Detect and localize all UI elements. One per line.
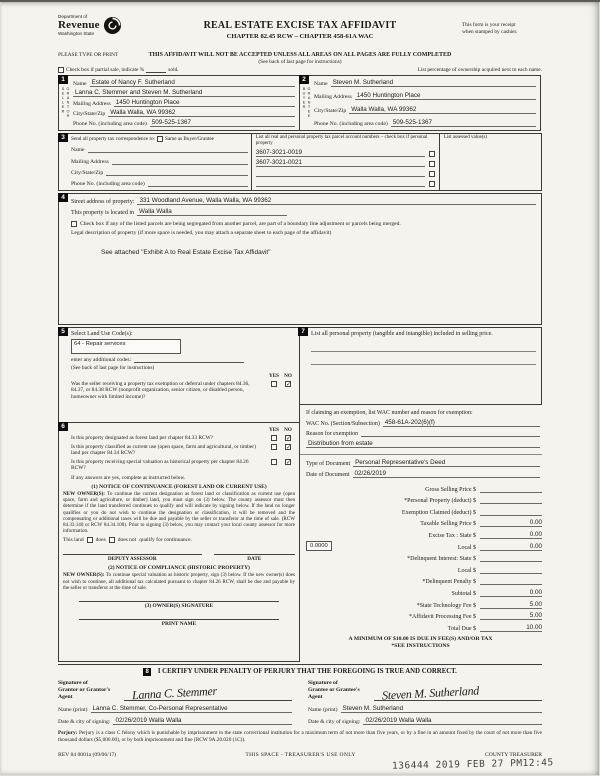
grantor-name-print-field[interactable]: Lanna C. Stemmer, Co-Personal Representative <box>91 705 292 713</box>
historic-no-checkbox[interactable]: ✓ <box>286 458 292 466</box>
buyer-phone-label: Phone No. (including area code) <box>314 120 388 127</box>
same-as-buyer-label: Same as Buyer/Grantee <box>164 136 214 142</box>
fee-label: Subtotal $ <box>451 590 476 597</box>
section3-number-badge: 3 <box>58 133 68 142</box>
fee-label: *Personal Property (deduct) $ <box>404 498 476 505</box>
section8-number-badge: 8 <box>143 668 151 676</box>
form-header <box>58 13 542 50</box>
forest-yes-checkbox[interactable] <box>271 435 277 441</box>
seller-name-field[interactable]: Estate of Nancy F. Sutherland <box>90 79 295 87</box>
state-technology-fee-row <box>306 597 542 609</box>
same-as-buyer-checkbox[interactable] <box>157 136 163 142</box>
form-number: REV 84 0001a (09/06/17) <box>58 752 117 759</box>
footer-row <box>58 752 542 758</box>
type-of-document-label: Type of Document <box>306 461 351 467</box>
gross-selling-price-row <box>306 481 542 493</box>
grantee-date-city-label: Date & city of signing: <box>308 719 361 726</box>
certify-statement: I CERTIFY UNDER PENALTY OF PERJURY THAT THE FOREGOING IS TRUE AND CORRECT. <box>157 668 457 675</box>
total-due-field[interactable]: 10.00 <box>480 624 542 632</box>
buyer-name-field[interactable]: Steven M. Sutherland <box>331 79 536 87</box>
reason-exemption-field[interactable] <box>361 430 540 437</box>
land-use-select[interactable]: 64 - Repair services <box>71 339 181 354</box>
does-not-qualify-checkbox[interactable] <box>109 537 115 543</box>
notice-continuance-title: (1) NOTICE OF CONTINUANCE (FOREST LAND OR CURRENT USE) <box>91 483 267 490</box>
affidavit-processing-fee-row <box>306 609 542 621</box>
corr-mailing-field[interactable] <box>112 158 248 165</box>
corr-csz-field[interactable] <box>106 169 248 176</box>
seller-mailing-label: Mailing Address <box>73 101 111 107</box>
exemption-deferral-question: Was the seller receiving a property tax exemption or deferral under chapters 84.36, 84.37, or 84.38 RCW (nonprofit organization, senior citizen, or disabled person, homeowner with limited income)? <box>71 381 250 400</box>
street-address-label: Street address of property: <box>71 199 135 205</box>
excise-tax-local-row <box>306 539 542 551</box>
excise-tax-state-field[interactable]: 0.00 <box>480 531 542 539</box>
section6-no-header: NO <box>284 427 292 433</box>
minimum-fee-text: A MINIMUM OF $10.00 IS DUE IN FEE(S) AND/OR TAX <box>348 635 493 642</box>
personal-property-field[interactable] <box>311 339 536 352</box>
state-technology-fee-field[interactable]: 5.00 <box>480 601 542 609</box>
taxable-selling-price-field[interactable]: 0.00 <box>480 519 542 527</box>
subtotal-field[interactable]: 0.00 <box>480 589 542 597</box>
grantor-signature-script: Lanna C. Stemmer <box>131 684 218 703</box>
grantor-date-city-label: Date & city of signing: <box>58 719 111 726</box>
exemption-claimed-field[interactable] <box>480 508 542 516</box>
document-area <box>299 454 542 478</box>
buyer-phone-field[interactable]: 509-525-1367 <box>391 119 536 127</box>
additional-codes-label: enter any additional codes: <box>71 357 132 363</box>
certification-section <box>58 664 542 725</box>
historic-yes-checkbox[interactable] <box>271 459 277 465</box>
grantor-signature-block <box>58 680 292 725</box>
certify-statement-row <box>58 668 542 676</box>
grantor-name-print-label: Name (print) <box>58 707 88 714</box>
section5-number-badge: 5 <box>58 327 68 336</box>
located-in-field[interactable]: Walla Walla <box>137 208 287 216</box>
fee-table <box>299 481 542 632</box>
cashier-stamp: 136444 2019 FEB 27 PM12:45 <box>392 757 555 772</box>
minimum-fee-note <box>299 636 542 651</box>
street-address-field[interactable]: 331 Woodland Avenue, Walla Walla, WA 99362 <box>137 197 536 205</box>
seller-csz-field[interactable]: Walla Walla, WA 99362 <box>108 109 295 117</box>
delinquent-interest-state-row <box>306 551 542 563</box>
date-of-document-field[interactable]: 02/26/2019 <box>353 470 540 478</box>
corr-name-label: Name <box>71 147 85 154</box>
section-buyer <box>299 75 541 131</box>
delinquent-penalty-row <box>306 574 542 586</box>
grantor-date-city-field[interactable]: 02/26/2019 Walla Walla <box>113 717 292 725</box>
current-use-yes-checkbox[interactable] <box>271 444 277 450</box>
parcel-number-field[interactable]: 3607-3021-0019 <box>256 149 425 157</box>
additional-codes-field[interactable] <box>134 357 244 363</box>
form-title: REAL ESTATE EXCISE TAX AFFIDAVIT <box>203 20 397 31</box>
gross-selling-price-field[interactable] <box>480 485 542 493</box>
parcel-numbers-header: List all real and personal property tax parcel account numbers – check box if personal property <box>255 135 428 146</box>
reason-exemption-label: Reason for exemption <box>306 431 359 437</box>
grantor-signature-line[interactable] <box>124 683 292 701</box>
print-name-line[interactable]: PRINT NAME <box>79 619 279 627</box>
notice-continuance-lead: NEW OWNER(S): <box>63 490 105 497</box>
section5-yes-header: YES <box>268 373 280 379</box>
deputy-assessor-signature-line[interactable]: DEPUTY ASSESSOR <box>63 554 202 562</box>
dor-logo <box>58 14 122 36</box>
dor-swirl-icon <box>103 16 122 35</box>
seller-phone-label: Phone No. (including area code) <box>73 121 147 127</box>
seller-phone-field[interactable]: 509-525-1367 <box>150 119 295 127</box>
excise-tax-state-row <box>306 527 542 539</box>
delinquent-interest-state-field[interactable] <box>480 554 542 562</box>
seller-grantor-side-label <box>61 87 70 129</box>
buyer-grantee-side-label <box>302 87 311 129</box>
partial-sale-label: Check box if partial sale, indicate % <box>66 67 145 73</box>
receipt-note-line1: This form is your receipt <box>462 22 516 28</box>
section-land-classification <box>58 422 300 662</box>
corr-phone-label: Phone No. (including area code) <box>71 181 145 187</box>
segregated-note: Check box if any of the listed parcels are being segregated from another parcel, are part of a boundary line adjustment or parcels being merged. <box>80 221 401 227</box>
parcel-number-field[interactable] <box>256 170 425 177</box>
buyer-csz-label: City/State/Zip <box>314 107 347 114</box>
affidavit-processing-fee-field[interactable]: 5.00 <box>480 612 542 620</box>
grantor-side-text: GRANTOR <box>66 87 70 119</box>
notice-compliance-body <box>63 572 295 591</box>
does-label: does <box>95 537 106 544</box>
notice-continuance-body <box>63 491 295 534</box>
section5-see-back-note: (See back of last page for instructions) <box>71 365 155 371</box>
personal-property-field[interactable] <box>311 352 536 365</box>
land-use-label: Select Land Use Code(s): <box>71 331 133 337</box>
exemption-claimed-row <box>306 504 542 516</box>
see-instructions-text: *SEE INSTRUCTIONS <box>391 643 450 650</box>
parties-row <box>58 75 542 131</box>
section5-no-header: NO <box>284 373 292 379</box>
section-seller <box>58 75 300 131</box>
grantee-name-print-field[interactable]: Steven M. Sutherland <box>341 705 542 713</box>
fee-label: *Delinquent Penalty $ <box>422 579 476 586</box>
treasurer-space-label: THIS SPACE - TREASURER'S USE ONLY <box>245 752 356 759</box>
section5-no-checkbox[interactable]: ✓ <box>286 381 292 388</box>
section1-number-badge: 1 <box>58 75 68 84</box>
section-tax-correspondence <box>58 133 542 191</box>
buyer-name-label: Name <box>314 81 328 87</box>
fee-label: Taxable Selling Price $ <box>420 521 476 528</box>
total-due-row <box>306 620 542 632</box>
partial-sale-suffix: sold. <box>168 67 179 73</box>
subtotal-row <box>306 585 542 597</box>
logo-state-text: Washington State <box>58 31 95 36</box>
fee-label: Gross Selling Price $ <box>425 486 476 493</box>
grantee-name-print-label: Name (print) <box>308 707 338 714</box>
mid-columns <box>58 327 542 662</box>
type-of-document-field[interactable]: Personal Representative's Deed <box>353 459 540 467</box>
current-use-no-checkbox[interactable]: ✓ <box>286 444 292 451</box>
deputy-date-line[interactable]: DATE <box>214 554 295 562</box>
forest-land-question: Is this property designated as forest land per chapter 84.33 RCW? <box>71 435 214 441</box>
perjury-lead: Perjury: <box>58 730 78 737</box>
fee-label: *State Technology Fee $ <box>416 602 476 609</box>
section6-yes-header: YES <box>268 427 280 433</box>
corr-name-field[interactable] <box>88 146 248 153</box>
fee-label: *Affidavit Processing Fee $ <box>408 614 476 621</box>
form-chapters: CHAPTER 82.45 RCW – CHAPTER 458-61A WAC <box>226 33 374 40</box>
fee-label: Exemption Claimed (deduct) $ <box>401 509 476 516</box>
personal-property-deduct-row <box>306 493 542 505</box>
seller-csz-label: City/State/Zip <box>73 111 106 117</box>
scan-edge <box>0 0 600 2</box>
grantee-date-city-field[interactable]: 02/26/2019 Walla Walla <box>363 717 542 725</box>
buyer-mailing-label: Mailing Address <box>314 94 352 101</box>
section6-number-badge: 6 <box>58 422 68 431</box>
delinquent-interest-local-field[interactable] <box>480 566 542 574</box>
buyer-side-text: BUYER <box>302 87 306 110</box>
partial-sale-row <box>58 67 542 73</box>
section2-number-badge: 2 <box>299 75 309 84</box>
receipt-note-line2: when stamped by cashier. <box>462 29 518 36</box>
exemption-area <box>299 405 542 448</box>
does-not-label: does not <box>117 537 137 544</box>
logo-dept-text: Department of <box>58 14 88 19</box>
perjury-body: Perjury is a class C felony which is punishable by imprisonment in the state correctional institution for a maximum term of not more than five years, or by a fine in an amount fixed by the court of not more than five thousand dollars ($5,000.00), or by both imprisonment and fine (RCW 9A.20.020 (1C)). <box>58 730 542 744</box>
delinquent-interest-local-row <box>306 562 542 574</box>
buyer-mailing-field[interactable]: 1450 Huntington Place <box>355 92 536 100</box>
reason-exemption-value[interactable]: Distribution from estate <box>306 440 540 448</box>
wac-number-label: WAC No. (Section/Subsection) <box>306 421 380 427</box>
segregated-checkbox[interactable] <box>71 221 77 227</box>
historic-property-question: Is this property receiving special valuation as historical property per chapter 84.26 RCW? <box>71 458 249 472</box>
legal-description-label: Legal description of property (if more space is needed, you may attach a separate sheet to each page of the affidavit) <box>71 230 332 236</box>
seller-name-label: Name <box>73 81 87 87</box>
excise-tax-local-field[interactable]: 0.00 <box>480 543 542 551</box>
perjury-paragraph <box>58 730 542 744</box>
fee-label: Excise Tax : State $ <box>428 532 476 539</box>
notice-compliance-lead: NEW OWNER(S): <box>63 572 105 579</box>
parcel-number-field[interactable] <box>256 180 425 187</box>
wac-number-field[interactable]: 458-61A-202(6)(f) <box>383 419 540 427</box>
parcel-number-field[interactable]: 3607-3021-0021 <box>256 159 425 167</box>
parcel3-personal-checkbox[interactable] <box>429 171 435 177</box>
grantee-side-text: GRANTEE <box>307 87 311 119</box>
parcel1-personal-checkbox[interactable] <box>429 151 435 157</box>
grantee-signature-block <box>308 680 542 725</box>
grantor-signature-label: Signature of <box>58 680 88 686</box>
owners-signature-line[interactable]: (3) OWNER(S) SIGNATURE <box>79 601 279 609</box>
section-personal-property <box>299 327 542 405</box>
personal-property-deduct-field[interactable] <box>480 496 542 504</box>
qualify-pre-text: This land <box>63 537 84 544</box>
current-use-question: Is this property classified as current use (open space, farm and agricultural, or timber) land per chapter 84.34 RCW? <box>71 444 256 457</box>
date-of-document-label: Date of Document <box>306 472 350 478</box>
fee-label: Local $ <box>457 567 476 574</box>
grantee-signature-script: Steven M. Sutherland <box>381 683 480 703</box>
legal-description-value[interactable]: See attached "Exhibit A to Real Estate Excise Tax Affidavit" <box>101 249 271 256</box>
assessed-values-header: List assessed value(s) <box>443 135 488 140</box>
section-land-use <box>58 327 300 423</box>
see-back-note: (See back of last page for instructions) <box>258 59 342 65</box>
delinquent-penalty-field[interactable] <box>480 577 542 585</box>
seller-side-text: SELLER <box>61 87 65 114</box>
section4-number-badge: 4 <box>58 193 68 202</box>
if-yes-note: If any answers are yes, complete as instructed below. <box>71 474 186 481</box>
county-treasurer-label: COUNTY TREASURER <box>484 752 542 759</box>
section7-number-badge: 7 <box>298 327 308 336</box>
notice-compliance-title: (2) NOTICE OF COMPLIANCE (HISTORIC PROPERTY) <box>108 565 250 572</box>
exemption-intro: If claiming an exemption, list WAC number and reason for exemption: <box>306 410 473 416</box>
corr-phone-field[interactable] <box>148 180 248 187</box>
fee-label: *Delinquent Interest: State $ <box>407 556 476 563</box>
notice-compliance-text: To continue special valuation as historic property, sign (3) below. If the new owner(s) does not wish to continue, all additional tax calculated pursuant to chapter 84.26 RCW, shall be due and payable by the seller or transferor at the time of sale. <box>63 572 295 591</box>
corr-mailing-label: Mailing Address <box>71 158 109 165</box>
seller-mailing-field[interactable]: 1450 Huntington Place <box>114 99 295 107</box>
warning-row <box>58 52 542 58</box>
send-correspondence-label: Send all property tax correspondence to: <box>71 136 155 142</box>
taxable-selling-price-row <box>306 516 542 528</box>
type-or-print-label: PLEASE TYPE OR PRINT <box>58 52 119 58</box>
warning-text: THIS AFFIDAVIT WILL NOT BE ACCEPTED UNLESS ALL AREAS ON ALL PAGES ARE FULLY COMPLETED <box>148 52 452 58</box>
local-rate-box[interactable]: 0.0000 <box>306 541 332 551</box>
qualify-post-text: qualify for continuance. <box>139 537 192 544</box>
section-property-address <box>58 193 542 325</box>
section5-yes-checkbox[interactable] <box>271 381 277 387</box>
grantee-signature-label-2: Grantee or Grantee's Agent <box>308 687 360 701</box>
ownership-note: List percentage of ownership acquired next to each name. <box>417 67 542 73</box>
fee-label: Total Due $ <box>447 625 476 632</box>
parcel2-personal-checkbox[interactable] <box>429 161 435 167</box>
grantee-signature-label: Signature of <box>308 680 338 686</box>
corr-csz-label: City/State/Zip <box>71 169 104 176</box>
fee-label: Local $ <box>457 544 476 551</box>
partial-sale-percent-field[interactable] <box>146 67 166 73</box>
forest-no-checkbox[interactable]: ✓ <box>286 435 292 442</box>
seller-name-field-2[interactable]: Lanna C. Stemmer and Steven M. Sutherland <box>73 89 295 97</box>
logo-revenue-text: Revenue <box>58 19 100 31</box>
parcel4-personal-checkbox[interactable] <box>429 181 435 187</box>
partial-sale-checkbox[interactable] <box>58 67 64 73</box>
buyer-csz-field[interactable]: Walla Walla, WA 99362 <box>349 106 536 114</box>
located-in-label: This property is located in <box>71 210 134 216</box>
personal-property-label: List all personal property (tangible and intangible) included in selling price. <box>311 331 493 337</box>
does-qualify-checkbox[interactable] <box>87 537 93 543</box>
notice-continuance-text: To continue the current designation as forest land or classification as current use (open space, farm and agriculture, or timber) land, you must sign on (3) below. The county assessor must then determine if the land transferred continues to qualify and will indicate by signing below. If the land no longer qualifies or you do not wish to continue the designation or classification, it will be removed and the compensating or additional taxes will be due and payable by the seller or transferor at the time of sale. (RCW 84.33.140 or RCW 84.34.108). Prior to signing (3) below, you may contact your local county assessor for more information. <box>63 490 295 535</box>
grantee-signature-line[interactable] <box>374 683 542 701</box>
receipt-note <box>462 22 542 36</box>
grantor-signature-label-2: Grantor or Grantor's Agent <box>58 687 111 701</box>
